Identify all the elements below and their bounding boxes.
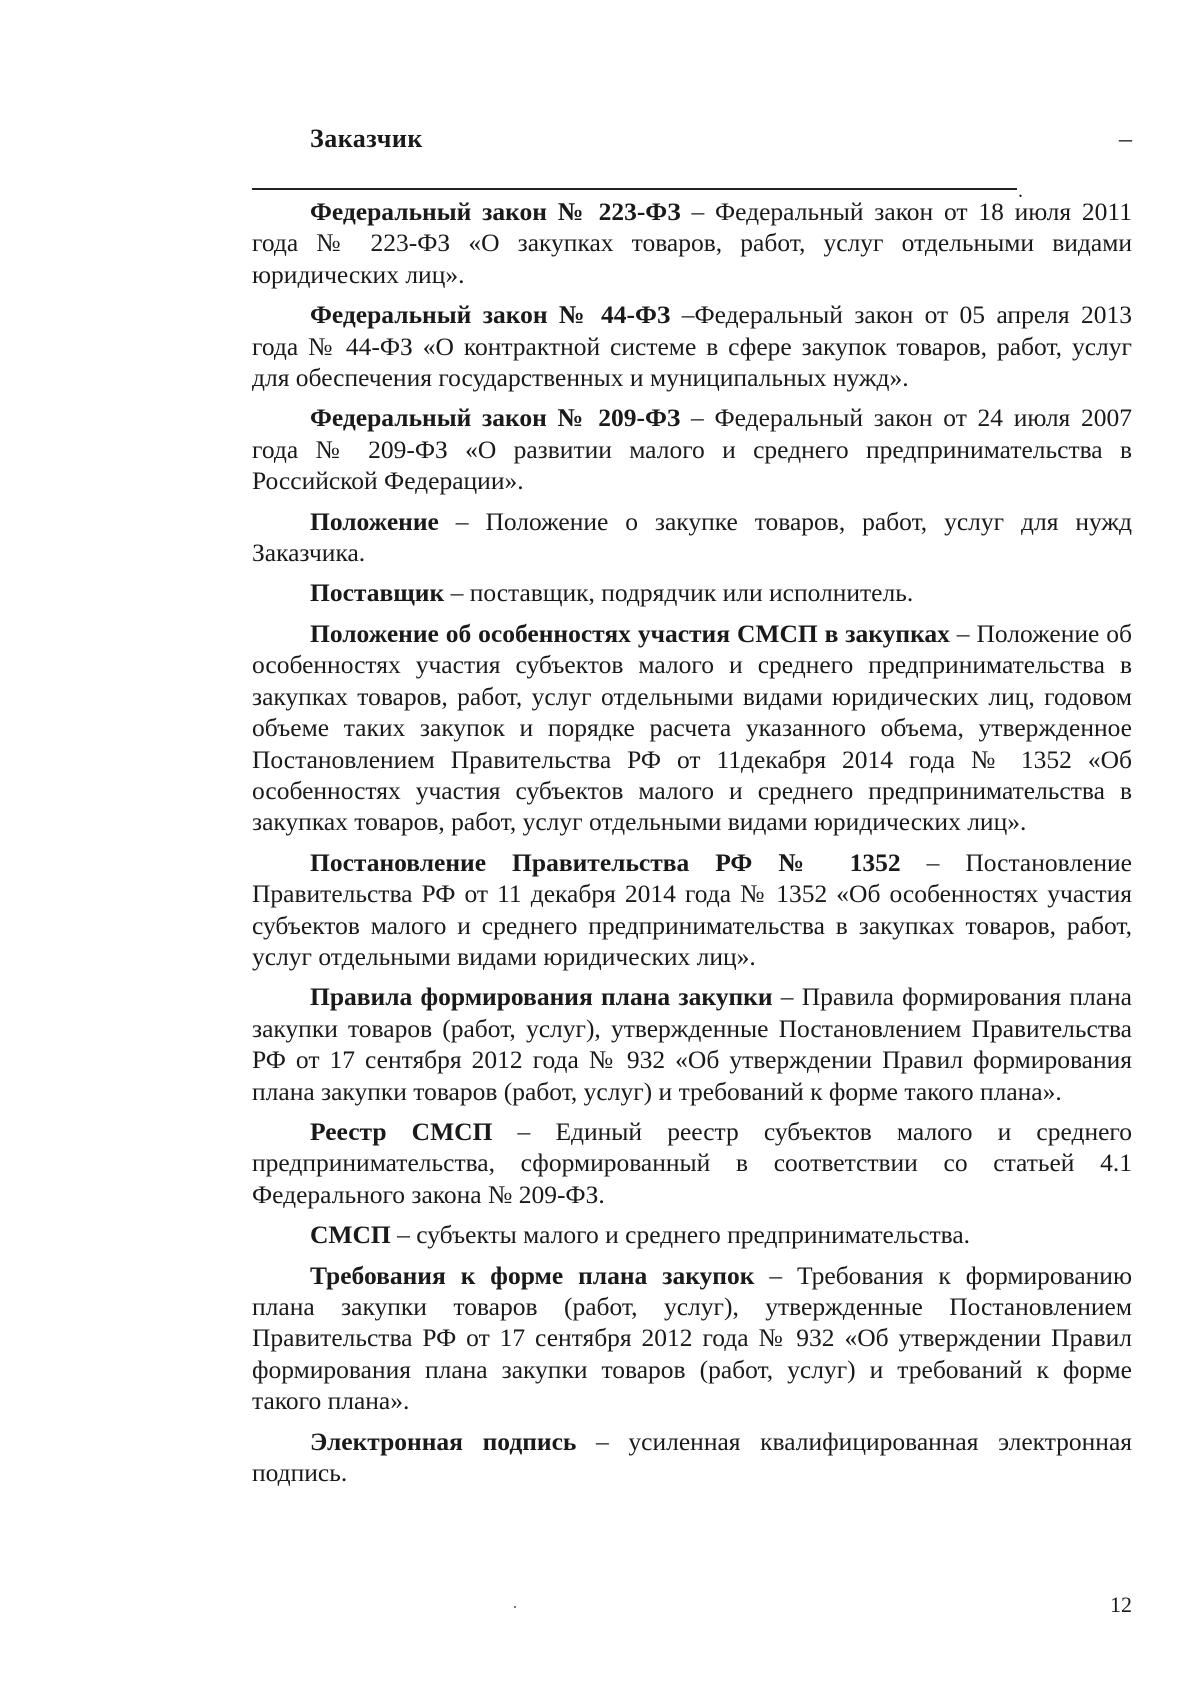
definition-term: Правила формирования плана закупки bbox=[310, 982, 773, 1012]
definition-term: СМСП bbox=[310, 1220, 391, 1250]
definition-plan-form-requirements bbox=[252, 1260, 1132, 1417]
definition-209-fz bbox=[252, 402, 1132, 496]
blank-fill-line bbox=[252, 188, 1017, 190]
heading-dash: – bbox=[1119, 124, 1132, 153]
page-number: 12 bbox=[1110, 1592, 1132, 1617]
definition-text: – Требования к формированию плана закупки товаров (работ, услуг), утвержденные Постановлением Правительства РФ от 17 сентября 2012 года № 932 «Об утверждении Правил формирования плана закупки товаров (работ, услуг) и требований к форме такого плана». bbox=[252, 1260, 1132, 1416]
definitions-list bbox=[252, 196, 1132, 1497]
definition-text: –Федеральный закон от 05 апреля 2013 года № 44-ФЗ «О контрактной системе в сфере закупок товаров, работ, услуг для обеспечения государственных и муниципальных нужд». bbox=[252, 300, 1132, 393]
definition-term: Электронная подпись bbox=[310, 1426, 577, 1456]
heading-row bbox=[310, 124, 1132, 164]
definition-plan-rules bbox=[252, 981, 1132, 1107]
definition-text: – поставщик, подрядчик или исполнитель. bbox=[444, 578, 914, 608]
definition-term: Федеральный закон № 209-ФЗ bbox=[310, 403, 681, 433]
heading-term-customer: Заказчик bbox=[310, 124, 423, 153]
definition-223-fz bbox=[252, 196, 1132, 290]
definition-smsp bbox=[252, 1219, 1132, 1250]
definition-term: Федеральный закон № 223-ФЗ bbox=[310, 197, 681, 226]
definition-term: Постановление Правительства РФ № 1352 bbox=[310, 847, 901, 877]
definition-text: – Положение об особенностях участия субъектов малого и среднего предпринимательства в закупках товаров, работ, услуг отдельными видами юридических лиц, годовом объеме таких закупок и порядке расчета указанного объема, утвержденное Постановлением Правительства РФ от 11декабря 2014 года № 1352 «Об особенностях участия субъектов малого и среднего предпринимательства в закупках товаров, работ, услуг отдельными видами юридических лиц». bbox=[252, 618, 1132, 837]
definition-electronic-signature bbox=[252, 1426, 1132, 1489]
definition-term: Положение об особенностях участия СМСП в закупках bbox=[310, 618, 950, 648]
definition-term: Положение bbox=[310, 506, 439, 536]
definition-term: Реестр СМСП bbox=[310, 1116, 493, 1146]
definition-text: – Федеральный закон от 18 июля 2011 года № 223-ФЗ «О закупках товаров, работ, услуг отдельными видами юридических лиц». bbox=[252, 197, 1132, 289]
definition-term: Требования к форме плана закупок bbox=[310, 1260, 755, 1290]
definition-44-fz bbox=[252, 299, 1132, 393]
definition-regulation bbox=[252, 506, 1132, 569]
definition-text: – Единый реестр субъектов малого и среднего предпринимательства, сформированный в соответствии со статьей 4.1 Федерального закона № 209-ФЗ. bbox=[252, 1116, 1132, 1209]
definition-text: – Постановление Правительства РФ от 11 декабря 2014 года № 1352 «Об особенностях участия субъектов малого и среднего предпринимательства в закупках товаров, работ, услуг отдельными видами юридических лиц». bbox=[252, 847, 1132, 971]
definition-supplier bbox=[252, 577, 1132, 608]
definition-resolution-1352 bbox=[252, 847, 1132, 973]
definition-term: Поставщик bbox=[310, 578, 445, 608]
definition-text: – субъекты малого и среднего предпринимательства. bbox=[390, 1220, 971, 1250]
definition-smsp-registry bbox=[252, 1116, 1132, 1210]
definition-text: – Правила формирования плана закупки товаров (работ, услуг), утвержденные Постановлением Правительства РФ от 17 сентября 2012 года № 932 «Об утверждении Правил формирования плана закупки товаров (работ, услуг) и требований к форме такого плана». bbox=[252, 982, 1132, 1106]
definition-text: – Положение о закупке товаров, работ, услуг для нужд Заказчика. bbox=[252, 506, 1132, 568]
definition-term: Федеральный закон № 44-ФЗ bbox=[310, 300, 671, 330]
definition-smsp-regulation bbox=[252, 618, 1132, 838]
scan-artifact-dot bbox=[514, 1606, 516, 1608]
definition-text: – Федеральный закон от 24 июля 2007 года № 209-ФЗ «О развитии малого и среднего предпринимательства в Российской Федерации». bbox=[252, 403, 1132, 496]
definition-text: – усиленная квалифицированная электронная подпись. bbox=[252, 1426, 1132, 1488]
blank-line-period: . bbox=[1018, 180, 1023, 202]
